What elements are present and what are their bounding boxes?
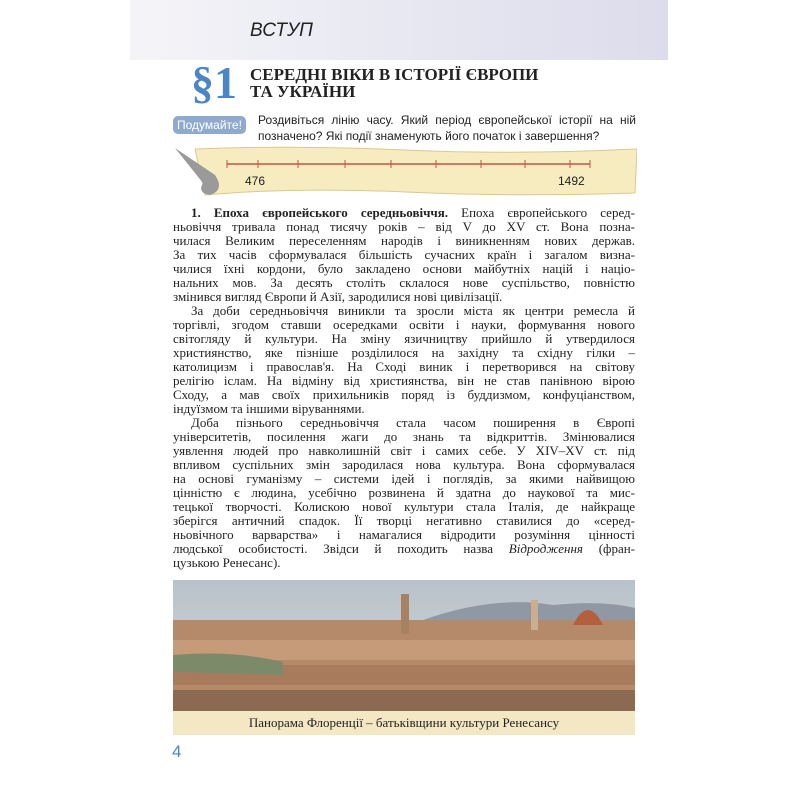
- text-line: Роздивіться лінію часу. Який період європейської історії на ній: [258, 113, 636, 127]
- text-line: цінністю є людина, усебічно розвинена й здатна до наукової та мис-: [173, 485, 635, 500]
- page-number: 4: [172, 742, 182, 761]
- figure-caption: Панорама Флоренції – батьківщини культури Ренесансу: [173, 711, 635, 735]
- text-line: змінився вигляд Європи й Азії, зародилися нові цивілізації.: [173, 289, 503, 304]
- text-line: католицизм і православ'я. На Сході виник і перетворився на світову: [173, 359, 635, 374]
- header-band: [130, 0, 668, 60]
- think-badge: Подумайте!: [173, 116, 246, 134]
- paragraph-number: §1: [191, 57, 237, 108]
- text-line: чилися їхні кордони, було закладено основи майбутніх націй і націо-: [173, 261, 635, 276]
- text-line: релігію іслам. На відміну від християнства, він не став панівною вірою: [173, 373, 635, 388]
- term-italic: Відродження: [508, 541, 583, 556]
- text-line: Доба пізнього середньовіччя стала часом поширення в Європі: [191, 415, 635, 430]
- body-text: [173, 206, 635, 570]
- text-line: цузькою Ренесанс).: [173, 555, 281, 570]
- text-line: ньовічного варварства» і намагалися відродити розуміння цінності: [173, 527, 635, 542]
- text-line: ньовіччя тривала понад тисячу років – від V до XV ст. Вона позна-: [173, 219, 635, 234]
- timeline-start-label: 476: [245, 174, 266, 188]
- text-line: [173, 542, 635, 556]
- text-line: уявлення людей про навколишній світ і самих себе. У XIV–XV ст. під: [173, 443, 635, 458]
- page-title: [250, 66, 538, 100]
- section-title: ВСТУП: [250, 20, 313, 41]
- timeline-end-label: 1492: [558, 174, 585, 188]
- text-line: Сходу, а мав своїх прихильників поряд із буддизмом, конфуціанством,: [173, 387, 635, 402]
- text-line: світогляду й культури. На зміну язичництву прийшло й утвердилося: [173, 331, 635, 346]
- florence-panorama-photo: [173, 580, 635, 711]
- text-line: чилася Великим переселенням народів і виникненням нових держав.: [173, 233, 635, 248]
- text-line: За доби середньовіччя виникли та зросли міста як центри ремесла й: [191, 303, 635, 318]
- text-line: зберігся античний спадок. Її творці негативно ставилися до «серед-: [173, 513, 635, 528]
- text-span: Епоха європейського серед-: [448, 205, 635, 220]
- text-line: християнство, яке пізніше розділилося на західну та східну гілки –: [173, 345, 635, 360]
- title-line: СЕРЕДНІ ВІКИ В ІСТОРІЇ ЄВРОПИ: [250, 65, 539, 84]
- timeline: [175, 145, 637, 199]
- text-line: позначено? Які події знаменують його початок і завершення?: [258, 129, 600, 143]
- subsection-heading: 1. Епоха європейського середньовіччя.: [191, 205, 449, 220]
- text-line: торгівлі, згодом ставши осередками освіти і науки, формування нового: [173, 317, 635, 332]
- text-line: нальних мов. За десять століть склалося нове суспільство, повністю: [173, 275, 635, 290]
- text-line: на основі гуманізму – системи ідей і поглядів, за якими найвищою: [173, 471, 635, 486]
- text-line: університетів, посилення жаги до знань та відкриттів. Змінювалися: [173, 429, 635, 444]
- text-line: тецької творчості. Колискою нової культури стала Італія, де найкраще: [173, 499, 635, 514]
- text-line: [173, 206, 635, 220]
- title-line: ТА УКРАЇНИ: [250, 82, 356, 101]
- text-span: людської особистості. Звідси й походить назва: [173, 541, 509, 556]
- question-text: [258, 112, 636, 144]
- text-line: індуїзмом та іншими віруваннями.: [173, 401, 365, 416]
- text-line: впливом суспільних змін зародилася нова культура. Вона сформувалася: [173, 457, 635, 472]
- text-line: За тих часів сформувалася більшість сучасних країн і загалом визна-: [173, 247, 635, 262]
- text-span: (фран-: [582, 541, 636, 556]
